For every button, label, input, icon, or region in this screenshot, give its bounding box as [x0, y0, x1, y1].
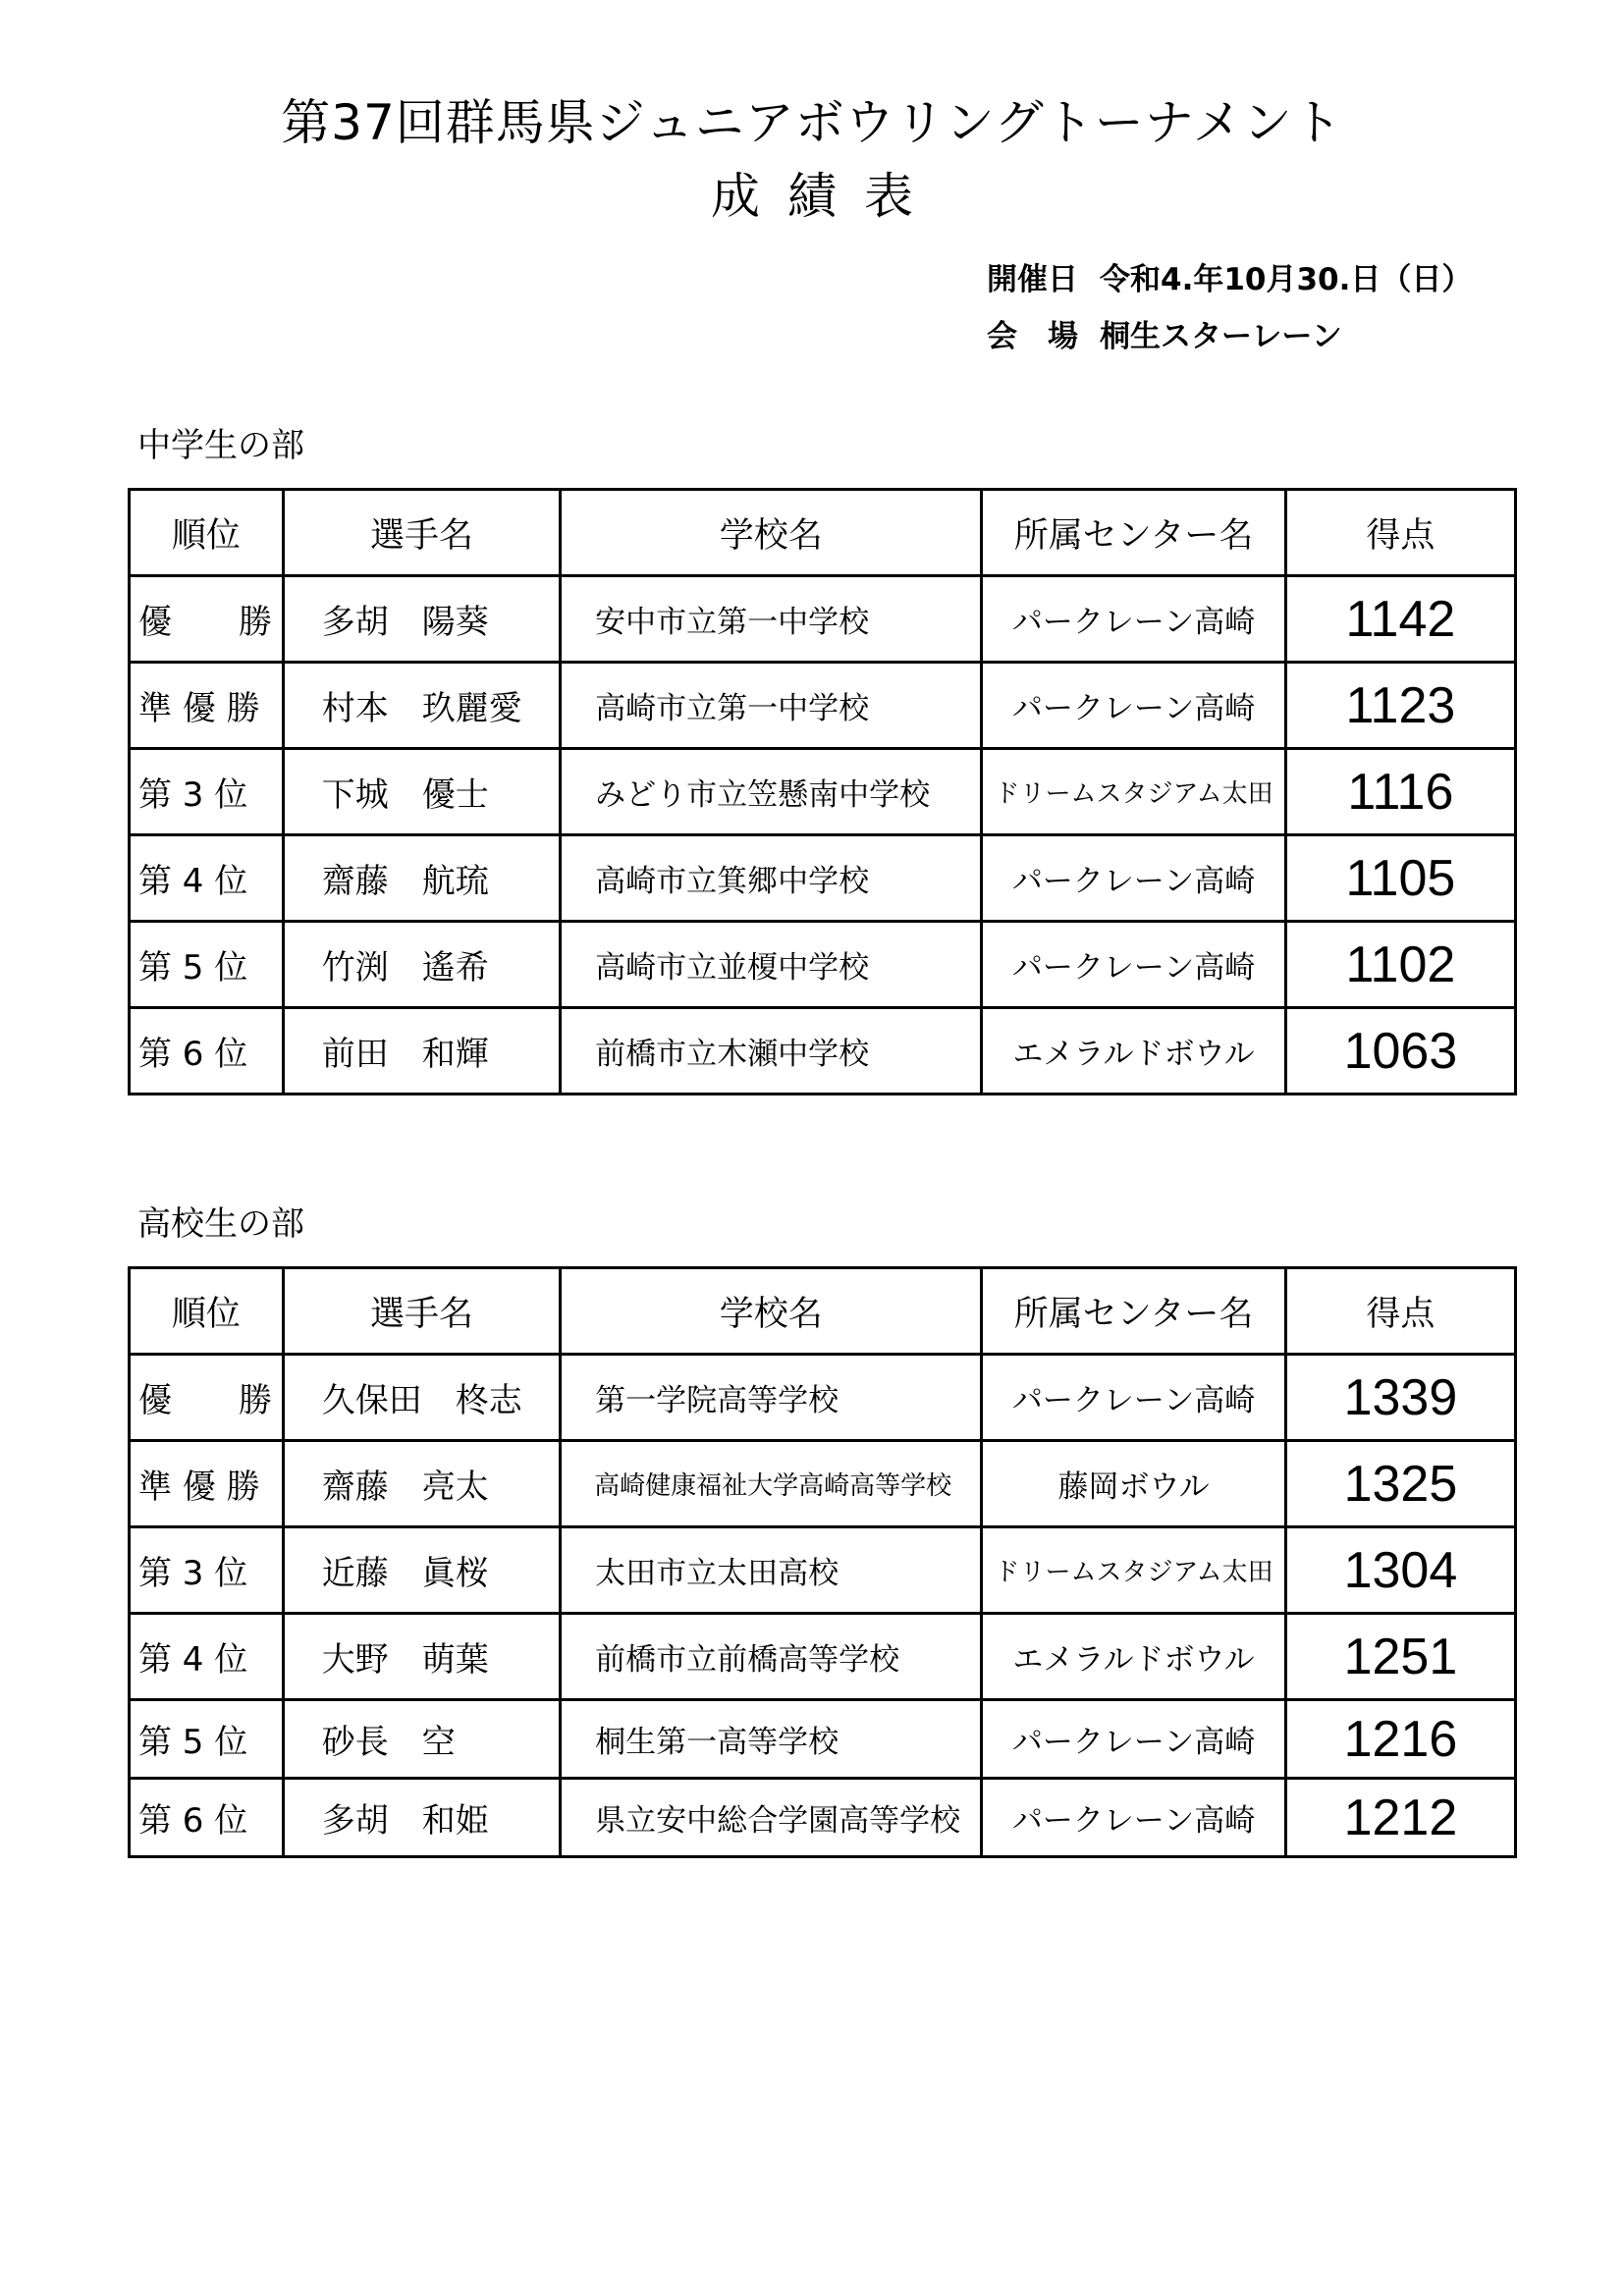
center-cell: ドリームスタジアム太田: [982, 1527, 1286, 1614]
rank-cell: 第 4 位: [130, 835, 284, 922]
rank-cell: 第 3 位: [130, 1527, 284, 1614]
header-score: 得点: [1285, 490, 1515, 576]
score-cell: 1116: [1285, 749, 1515, 835]
venue-info: [987, 317, 1342, 356]
player-cell: 齋藤 亮太: [283, 1441, 560, 1527]
header-player: 選手名: [283, 1268, 560, 1355]
school-cell: 前橋市立木瀬中学校: [561, 1008, 982, 1095]
document-title: 第37回群馬県ジュニアボウリングトーナメント: [281, 94, 1343, 151]
results-table-high-school: [128, 1266, 1517, 1858]
center-cell: パークレーン高崎: [982, 663, 1286, 749]
center-cell: パークレーン高崎: [982, 576, 1286, 663]
rank-cell: 第 4 位: [130, 1614, 284, 1700]
date-label: 開催日: [987, 262, 1078, 297]
center-cell: パークレーン高崎: [982, 922, 1286, 1008]
rank-cell: 優 勝: [130, 576, 284, 663]
document-subtitle: 成績表: [711, 168, 941, 225]
player-cell: 砂長 空: [283, 1700, 560, 1779]
score-cell: 1123: [1285, 663, 1515, 749]
school-cell: 安中市立第一中学校: [561, 576, 982, 663]
school-cell: 高崎市立箕郷中学校: [561, 835, 982, 922]
player-cell: 村本 玖麗愛: [283, 663, 560, 749]
school-cell: 桐生第一高等学校: [561, 1700, 982, 1779]
header-score: 得点: [1285, 1268, 1515, 1355]
date-value: 令和4.年10月30.日（日）: [1100, 262, 1473, 297]
header-rank: 順位: [130, 490, 284, 576]
results-table-junior-high: [128, 488, 1517, 1095]
header-school: 学校名: [561, 1268, 982, 1355]
score-cell: 1304: [1285, 1527, 1515, 1614]
rank-cell: 第 5 位: [130, 1700, 284, 1779]
school-cell: 第一学院高等学校: [561, 1355, 982, 1441]
venue-value: 桐生スターレーン: [1100, 319, 1342, 354]
table-row: [130, 922, 1516, 1008]
school-cell: 太田市立太田高校: [561, 1527, 982, 1614]
school-cell: 県立安中総合学園高等学校: [561, 1779, 982, 1857]
player-cell: 下城 優士: [283, 749, 560, 835]
center-cell: ドリームスタジアム太田: [982, 749, 1286, 835]
score-cell: 1325: [1285, 1441, 1515, 1527]
score-cell: 1063: [1285, 1008, 1515, 1095]
center-cell: 藤岡ボウル: [982, 1441, 1286, 1527]
section-title-junior-high: 中学生の部: [137, 426, 304, 465]
player-cell: 久保田 柊志: [283, 1355, 560, 1441]
table-row: [130, 1700, 1516, 1779]
rank-cell: 準 優 勝: [130, 1441, 284, 1527]
rank-cell: 第 6 位: [130, 1008, 284, 1095]
player-cell: 近藤 眞桜: [283, 1527, 560, 1614]
header-school: 学校名: [561, 490, 982, 576]
score-cell: 1105: [1285, 835, 1515, 922]
player-cell: 竹渕 遙希: [283, 922, 560, 1008]
score-cell: 1212: [1285, 1779, 1515, 1857]
center-cell: エメラルドボウル: [982, 1008, 1286, 1095]
school-cell: 高崎市立並榎中学校: [561, 922, 982, 1008]
rank-cell: 第 6 位: [130, 1779, 284, 1857]
center-cell: エメラルドボウル: [982, 1614, 1286, 1700]
player-cell: 大野 萌葉: [283, 1614, 560, 1700]
school-cell: 高崎健康福祉大学高崎高等学校: [561, 1441, 982, 1527]
table-row: [130, 576, 1516, 663]
table-row: [130, 1779, 1516, 1857]
header-center: 所属センター名: [982, 1268, 1286, 1355]
center-cell: パークレーン高崎: [982, 835, 1286, 922]
header-player: 選手名: [283, 490, 560, 576]
score-cell: 1251: [1285, 1614, 1515, 1700]
table-row: [130, 749, 1516, 835]
table-row: [130, 1008, 1516, 1095]
player-cell: 多胡 和姫: [283, 1779, 560, 1857]
center-cell: パークレーン高崎: [982, 1779, 1286, 1857]
table-header-row: [130, 1268, 1516, 1355]
venue-label: 会 場: [987, 319, 1078, 354]
table-row: [130, 1355, 1516, 1441]
center-cell: パークレーン高崎: [982, 1355, 1286, 1441]
rank-cell: 第 5 位: [130, 922, 284, 1008]
score-cell: 1339: [1285, 1355, 1515, 1441]
player-cell: 齋藤 航琉: [283, 835, 560, 922]
rank-cell: 優 勝: [130, 1355, 284, 1441]
table-row: [130, 663, 1516, 749]
rank-cell: 準 優 勝: [130, 663, 284, 749]
school-cell: 前橋市立前橋高等学校: [561, 1614, 982, 1700]
rank-cell: 第 3 位: [130, 749, 284, 835]
table-row: [130, 835, 1516, 922]
header-center: 所属センター名: [982, 490, 1286, 576]
center-cell: パークレーン高崎: [982, 1700, 1286, 1779]
school-cell: みどり市立笠懸南中学校: [561, 749, 982, 835]
score-cell: 1216: [1285, 1700, 1515, 1779]
score-cell: 1102: [1285, 922, 1515, 1008]
table-row: [130, 1527, 1516, 1614]
table-row: [130, 1441, 1516, 1527]
section-title-high-school: 高校生の部: [137, 1204, 304, 1244]
player-cell: 多胡 陽葵: [283, 576, 560, 663]
table-row: [130, 1614, 1516, 1700]
player-cell: 前田 和輝: [283, 1008, 560, 1095]
header-rank: 順位: [130, 1268, 284, 1355]
score-cell: 1142: [1285, 576, 1515, 663]
school-cell: 高崎市立第一中学校: [561, 663, 982, 749]
table-header-row: [130, 490, 1516, 576]
date-info: [987, 260, 1472, 299]
